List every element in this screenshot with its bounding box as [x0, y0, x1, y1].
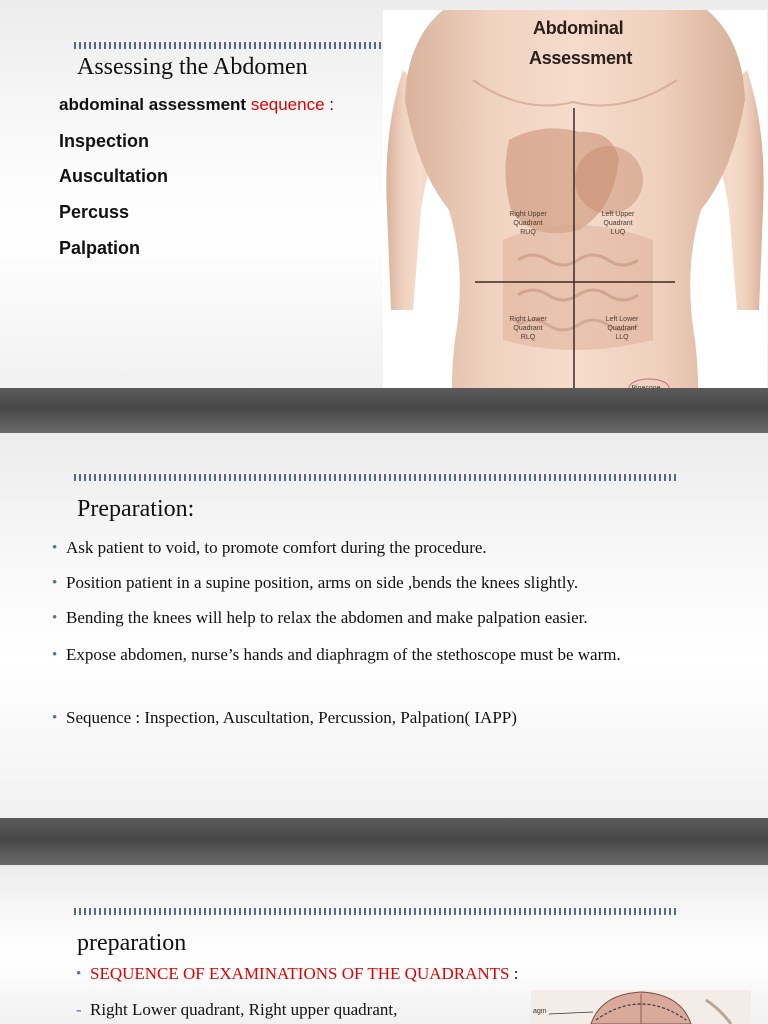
step-inspection: Inspection [59, 131, 150, 151]
bullet-item: • Sequence : Inspection, Auscultation, Percussion, Palpation( IAPP) [52, 704, 742, 732]
bullet-dot: • [52, 575, 58, 591]
slide-divider-2 [0, 818, 768, 865]
step-palpation: Palpation [59, 238, 141, 258]
title-dash-decoration [74, 42, 384, 49]
slide-title: Preparation: [77, 496, 195, 522]
figure-label: agm [533, 1008, 547, 1015]
bullet-item: • Ask patient to void, to promote comfort during the procedure. [52, 534, 742, 562]
bullet-dot: • [52, 610, 58, 626]
bullet-dot: • [52, 710, 58, 726]
dash-item: - Right Lower quadrant, Right upper quadrant, [76, 996, 766, 1024]
bullet-dot: • [52, 647, 58, 663]
muscle-illustration [531, 990, 751, 1024]
bullet-item: • Expose abdomen, nurse’s hands and diaphragm of the stethoscope must be warm. [52, 641, 652, 669]
label-luq: Left Upper Quadrant LUQ [601, 211, 635, 236]
bullet-dot: • [76, 966, 82, 982]
sequence-heading: abdominal assessment sequence : [59, 95, 334, 114]
title-dash-decoration [74, 908, 678, 915]
label-llq: Left Lower Quadrant LLQ [605, 316, 639, 341]
bullet-item: • Position patient in a supine position, arms on side ,bends the knees slightly. [52, 569, 742, 597]
bullet-dot: • [52, 540, 58, 556]
abdominal-quadrants-figure [383, 10, 767, 420]
slide-divider-1 [0, 388, 768, 433]
step-auscultation: Auscultation [59, 166, 169, 186]
slide-title: preparation [77, 930, 187, 956]
title-dash-decoration [74, 474, 678, 481]
figure-title-line2: Assessment [529, 48, 633, 68]
sequence-accent: sequence [250, 95, 325, 114]
slide-title: Assessing the Abdomen [77, 54, 308, 80]
label-ruq: Right Upper Quadrant RUQ [509, 211, 547, 236]
figure-title-line1: Abdominal [533, 18, 624, 38]
bullet-item: • Bending the knees will help to relax the abdomen and make palpation easier. [52, 604, 742, 632]
label-rlq: Right Lower Quadrant RLQ [509, 316, 547, 341]
bullet-item: • SEQUENCE OF EXAMINATIONS OF THE QUADRANTS : [76, 960, 766, 988]
diaphragm-figure [531, 990, 751, 1024]
dash-marker: - [76, 1000, 82, 1019]
torso-illustration [383, 10, 767, 420]
step-percuss: Percuss [59, 202, 130, 222]
slide-preparation [0, 433, 768, 818]
